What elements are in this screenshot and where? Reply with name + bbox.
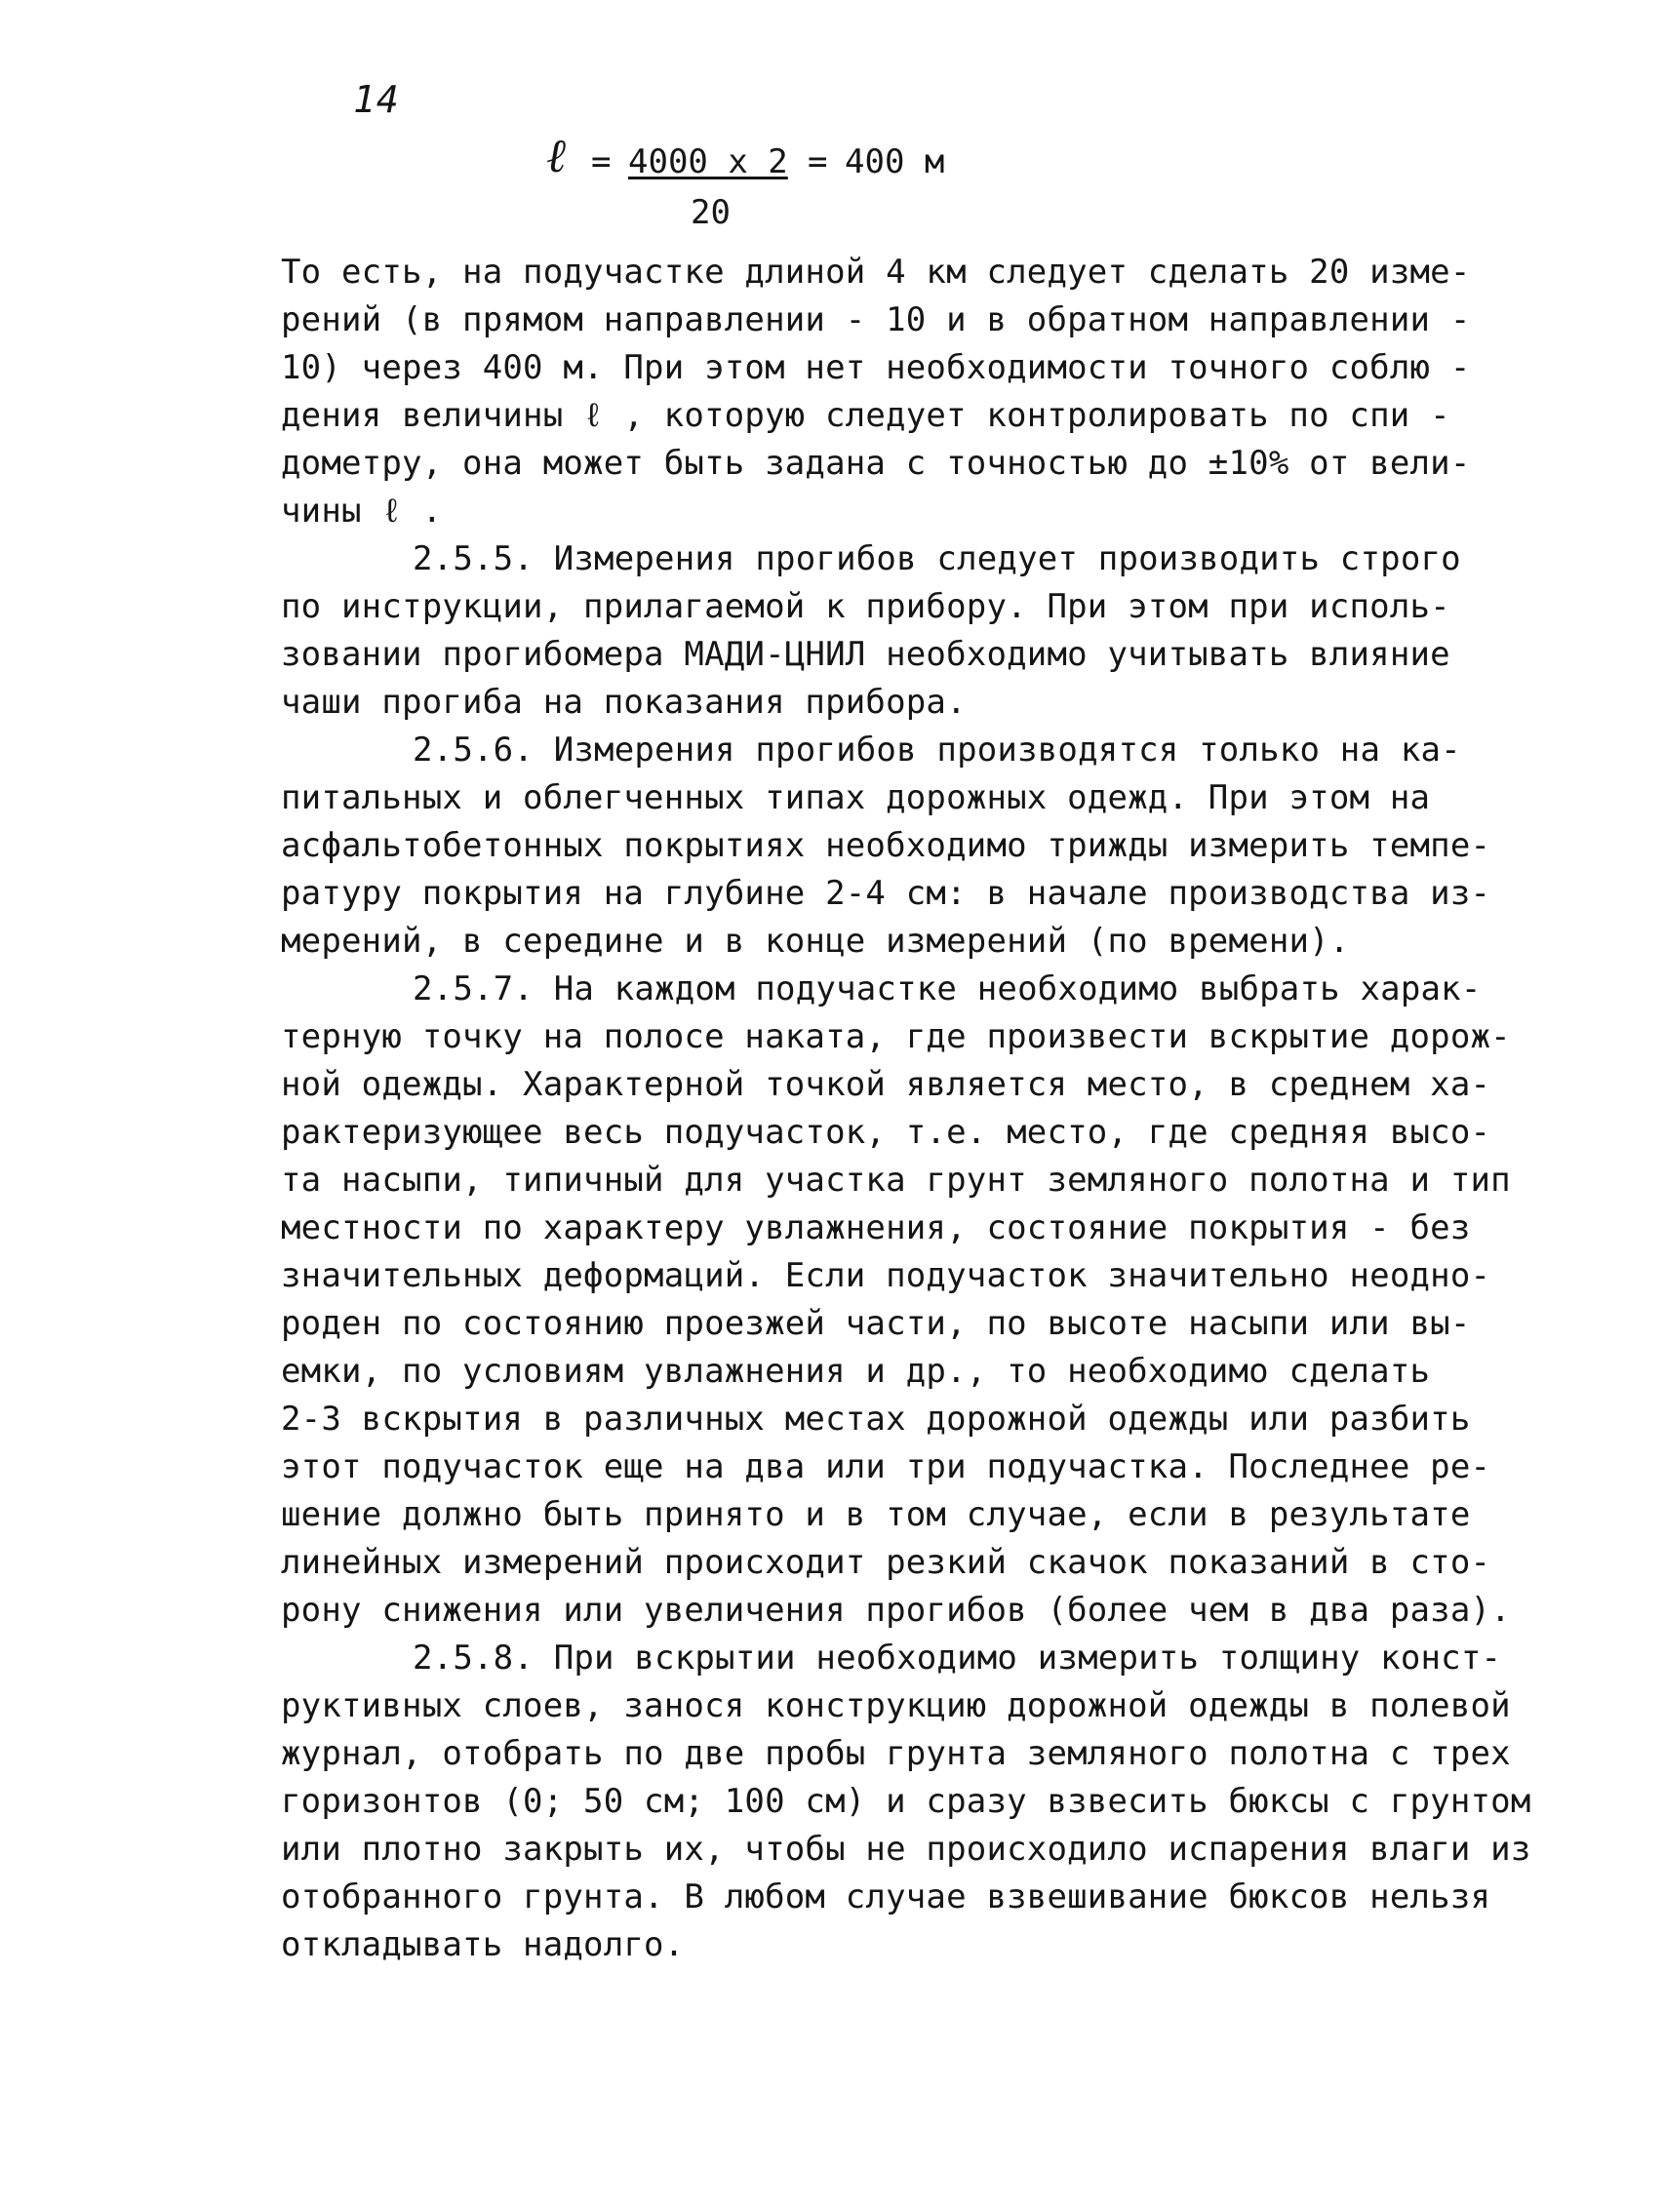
body-text (281, 249, 1531, 1969)
text-line: ратуру покрытия на глубине 2-4 см: в начале производства из- (281, 874, 1491, 913)
section-2-5-6-line: 2.5.6. Измерения прогибов производятся только на ка- (413, 731, 1461, 770)
text-line: зовании прогибомера МАДИ-ЦНИЛ необходимо учитывать влияние (281, 635, 1450, 674)
formula-denominator: 20 (691, 193, 731, 232)
text-line: журнал, отобрать по две пробы грунта земляного полотна с трех (281, 1734, 1511, 1773)
text-line: чаши прогиба на показания прибора. (281, 683, 967, 722)
text-line: чины ℓ . (281, 492, 443, 531)
text-line: мерений, в середине и в конце измерений (по времени). (281, 922, 1350, 961)
formula-result: 400 м (845, 142, 945, 181)
text-line: или плотно закрыть их, чтобы не происходило испарения влаги из (281, 1830, 1531, 1869)
formula-equals-sign: = (591, 142, 612, 181)
formula (546, 129, 1014, 240)
section-2-5-5-line: 2.5.5. Измерения прогибов следует производить строго (413, 539, 1461, 578)
text-line: шение должно быть принято и в том случае, если в результате (281, 1495, 1471, 1534)
text-line: То есть, на подучастке длиной 4 км следует сделать 20 изме- (281, 253, 1471, 292)
text-line: емки, по условиям увлажнения и др., то необходимо сделать (281, 1352, 1431, 1391)
text-line: по инструкции, прилагаемой к прибору. При этом при исполь- (281, 587, 1450, 626)
text-line: местности по характеру увлажнения, состояние покрытия - без (281, 1208, 1471, 1247)
text-line: дения величины ℓ , которую следует контролировать по спи - (281, 396, 1450, 435)
formula-variable: ℓ (546, 129, 566, 183)
text-line: горизонтов (0; 50 см; 100 см) и сразу взвесить бюксы с грунтом (281, 1782, 1531, 1821)
text-line: этот подучасток еще на два или три подучастка. Последнее ре- (281, 1447, 1491, 1486)
text-line: та насыпи, типичный для участка грунт земляного полотна и тип (281, 1161, 1511, 1200)
text-line: отобранного грунта. В любом случае взвешивание бюксов нельзя (281, 1877, 1491, 1916)
text-line: 2-3 вскрытия в различных местах дорожной одежды или разбить (281, 1400, 1471, 1439)
text-line: значительных деформаций. Если подучасток значительно неодно- (281, 1256, 1491, 1295)
text-line: асфальтобетонных покрытиях необходимо трижды измерить темпе- (281, 826, 1491, 865)
text-line: 10) через 400 м. При этом нет необходимости точного соблю - (281, 348, 1471, 387)
text-line: линейных измерений происходит резкий скачок показаний в сто- (281, 1543, 1491, 1582)
text-line: рону снижения или увеличения прогибов (более чем в два раза). (281, 1591, 1511, 1630)
text-line: откладывать надолго. (281, 1925, 685, 1964)
text-line: питальных и облегченных типах дорожных одежд. При этом на (281, 778, 1431, 817)
formula-equals-sign-2: = (808, 142, 828, 181)
text-line: дометру, она может быть задана с точностью до ±10% от вели- (281, 444, 1471, 483)
text-line: терную точку на полосе наката, где произвести вскрытие дорож- (281, 1017, 1511, 1056)
text-line: роден по состоянию проезжей части, по высоте насыпи или вы- (281, 1304, 1471, 1343)
page-number: 14 (353, 78, 400, 121)
section-2-5-7-line: 2.5.7. На каждом подучастке необходимо выбрать харак- (413, 969, 1482, 1008)
text-line: ной одежды. Характерной точкой является место, в среднем ха- (281, 1065, 1491, 1104)
text-line: рений (в прямом направлении - 10 и в обратном направлении - (281, 300, 1471, 339)
formula-numerator: 4000 x 2 (628, 142, 788, 181)
text-line: руктивных слоев, занося конструкцию дорожной одежды в полевой (281, 1686, 1511, 1725)
text-line: рактеризующее весь подучасток, т.е. место, где средняя высо- (281, 1113, 1491, 1152)
section-2-5-8-line: 2.5.8. При вскрытии необходимо измерить толщину конст- (413, 1639, 1502, 1678)
